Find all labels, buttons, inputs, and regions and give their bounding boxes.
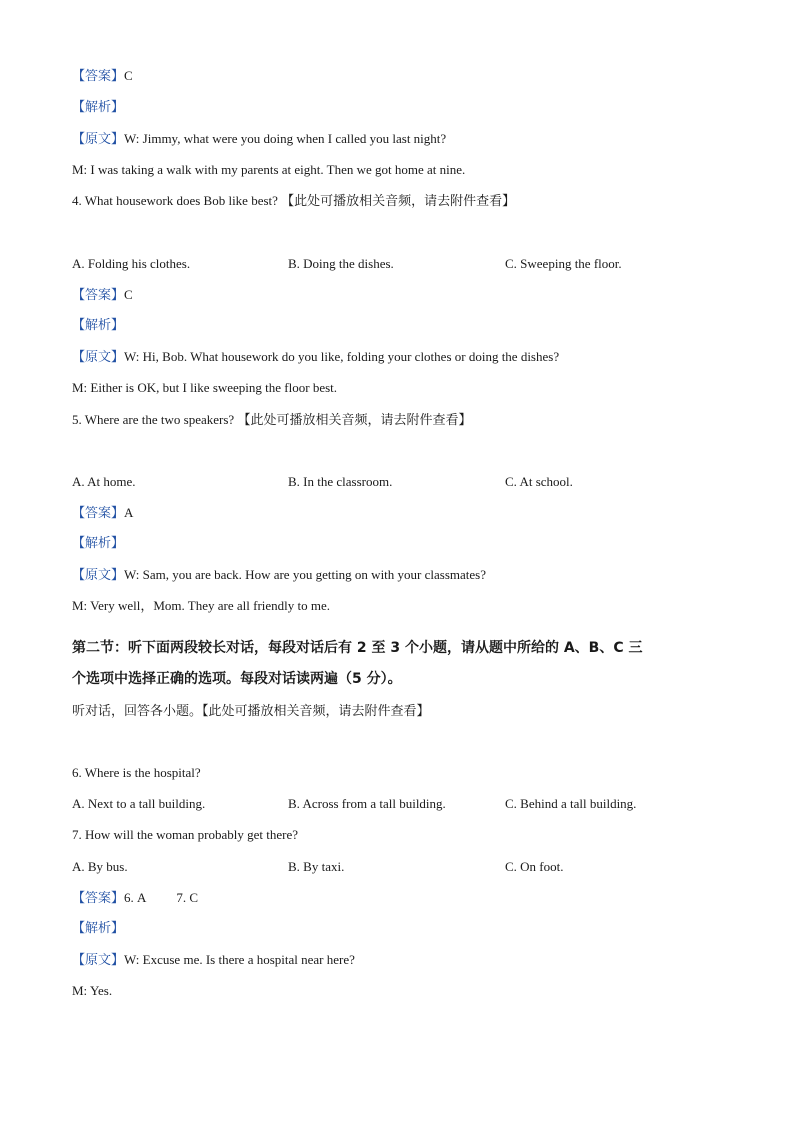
section2-instruction: 听对话，回答各小题。【此处可播放相关音频，请去附件查看】 xyxy=(72,704,430,719)
q4-transcript-m: M: Either is OK, but I like sweeping the floor best. xyxy=(72,380,338,395)
q6-question: 6. Where is the hospital? xyxy=(72,765,201,780)
q6-7-analysis-label: 【解析】 xyxy=(72,921,125,936)
audio-attachment-note[interactable]: 【此处可播放相关音频，请去附件查看】 xyxy=(237,413,472,428)
q7-question: 7. How will the woman probably get there? xyxy=(72,827,298,842)
q7-option-c: C. On foot. xyxy=(505,859,564,874)
section2-heading-line2: 个选项中选择正确的选项。每段对话读两遍（5 分）。 xyxy=(72,671,402,687)
q5-question-text: 5. Where are the two speakers? xyxy=(72,412,235,427)
transcript-label: 【原文】 xyxy=(72,568,125,583)
q4-option-c: C. Sweeping the floor. xyxy=(505,256,622,271)
q5-option-a: A. At home. xyxy=(72,474,136,489)
q5-option-c: C. At school. xyxy=(505,474,573,489)
answer-label: 【答案】 xyxy=(72,69,125,84)
q5-option-b: B. In the classroom. xyxy=(288,474,393,489)
answer-label: 【答案】 xyxy=(72,506,125,521)
q5-analysis-label: 【解析】 xyxy=(72,536,125,551)
transcript-label: 【原文】 xyxy=(72,350,125,365)
q6-option-b: B. Across from a tall building. xyxy=(288,796,446,811)
q5-answer-line xyxy=(72,504,133,523)
q4-option-a: A. Folding his clothes. xyxy=(72,256,191,271)
q5-transcript-m: M: Very well，Mom. They are all friendly to me. xyxy=(72,598,331,613)
q6-7-answer-line xyxy=(72,889,198,908)
transcript-label: 【原文】 xyxy=(72,953,125,968)
q4-question xyxy=(72,192,515,211)
q6-answer: 6. A xyxy=(124,890,147,905)
q5-question xyxy=(72,411,471,430)
q7-answer: 7. C xyxy=(176,890,199,905)
q3-transcript-m: M: I was taking a walk with my parents at eight. Then we got home at nine. xyxy=(72,162,466,177)
q4-analysis-label: 【解析】 xyxy=(72,318,125,333)
section2-heading-line1: 第二节：听下面两段较长对话，每段对话后有 2 至 3 个小题，请从题中所给的 A、B、C 三 xyxy=(72,640,643,656)
q5-transcript-w-text: W: Sam, you are back. How are you getting on with your classmates? xyxy=(124,567,486,582)
q5-transcript-w xyxy=(72,566,486,585)
answer-label: 【答案】 xyxy=(72,288,125,303)
q6-option-c: C. Behind a tall building. xyxy=(505,796,637,811)
q3-answer-line xyxy=(72,67,133,86)
q5-answer: A xyxy=(124,505,134,520)
q4-option-b: B. Doing the dishes. xyxy=(288,256,394,271)
q4-transcript-w xyxy=(72,348,559,367)
q3-transcript-w-text: W: Jimmy, what were you doing when I called you last night? xyxy=(124,131,447,146)
q7-option-a: A. By bus. xyxy=(72,859,128,874)
q3-answer: C xyxy=(124,68,133,83)
answer-label: 【答案】 xyxy=(72,891,125,906)
q6-option-a: A. Next to a tall building. xyxy=(72,796,206,811)
q6-7-transcript-w-text: W: Excuse me. Is there a hospital near here? xyxy=(124,952,355,967)
q7-option-b: B. By taxi. xyxy=(288,859,345,874)
q4-answer-line xyxy=(72,286,133,305)
transcript-label: 【原文】 xyxy=(72,132,125,147)
q3-transcript-w xyxy=(72,130,446,149)
q4-question-text: 4. What housework does Bob like best? xyxy=(72,193,278,208)
q6-7-transcript-m: M: Yes. xyxy=(72,983,113,998)
q4-answer: C xyxy=(124,287,133,302)
q4-transcript-w-text: W: Hi, Bob. What housework do you like, folding your clothes or doing the dishes? xyxy=(124,349,560,364)
audio-attachment-note[interactable]: 【此处可播放相关音频，请去附件查看】 xyxy=(281,194,516,209)
q6-7-transcript-w xyxy=(72,951,355,970)
q3-analysis-label: 【解析】 xyxy=(72,100,125,115)
